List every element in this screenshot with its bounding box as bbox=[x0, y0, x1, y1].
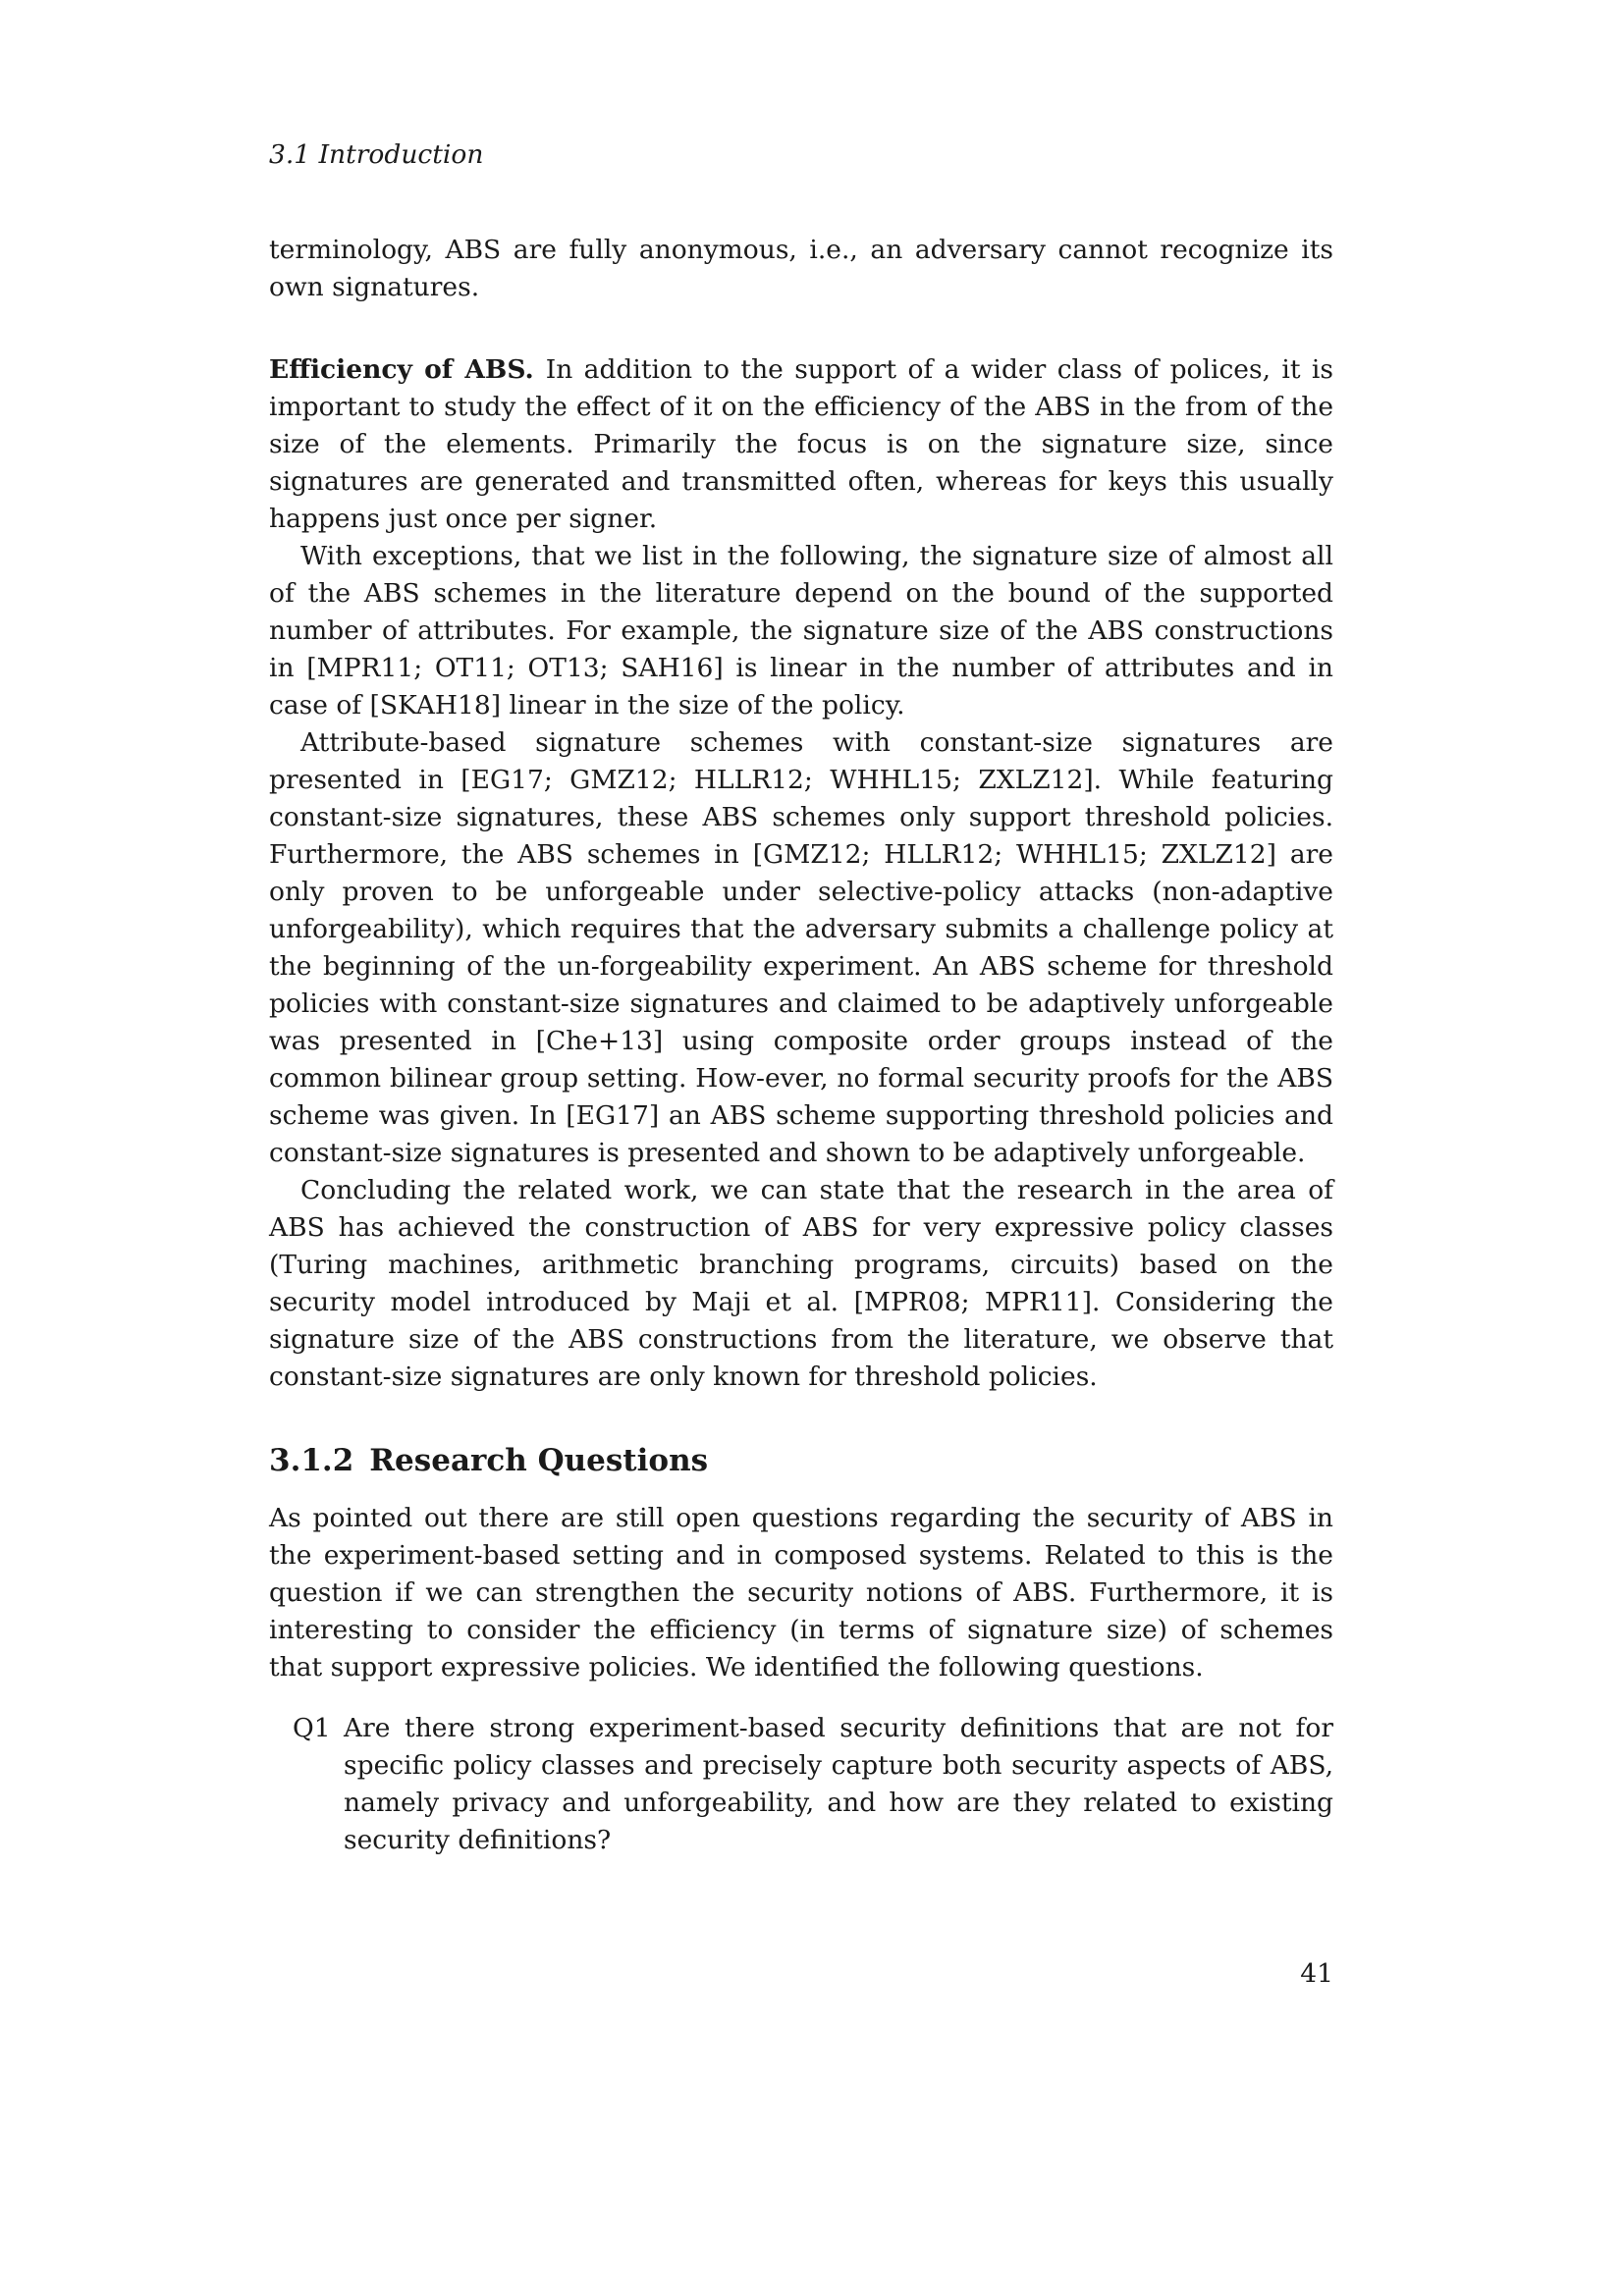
paragraph-heading-efficiency: Efficiency of ABS. bbox=[269, 354, 534, 385]
question-item bbox=[269, 1710, 1333, 1859]
paragraph-efficiency bbox=[269, 351, 1333, 538]
paragraph-constant-size: Attribute-based signature schemes with constant-size signatures are presented in [EG17; GMZ12; HLLR12; WHHL15; ZXLZ12]. While featuring constant-size signatures, these ABS schemes only support threshold policies. Furthermore, the ABS schemes in [GMZ12; HLLR12; WHHL15; ZXLZ12] are only proven to be unforgeable under selective-policy attacks (non-adaptive unforgeability), which requires that the adversary submits a challenge policy at the beginning of the un-forgeability experiment. An ABS scheme for threshold policies with constant-size signatures and claimed to be adaptively unforgeable was presented in [Che+13] using composite order groups instead of the common bilinear group setting. How-ever, no formal security proofs for the ABS scheme was given. In [EG17] an ABS scheme supporting threshold policies and constant-size signatures is presented and shown to be adaptively unforgeable. bbox=[269, 727, 1333, 1168]
question-label: Q1 bbox=[293, 1713, 331, 1743]
question-text: Are there strong experiment-based security definitions that are not for specific policy classes and precisely capture both security aspects of ABS, namely privacy and unforgeability, and how are they related to existing security definitions? bbox=[344, 1713, 1333, 1855]
paragraph-signature-size: With exceptions, that we list in the following, the signature size of almost all of the ABS schemes in the literature depend on the bound of the supported number of attributes. For example, the signature size of the ABS constructions in [MPR11; OT11; OT13; SAH16] is linear in the number of attributes and in case of [SKAH18] linear in the size of the policy. bbox=[269, 541, 1333, 721]
body-text bbox=[269, 232, 1333, 1859]
page-number: 41 bbox=[1300, 1958, 1333, 1989]
paragraph-conclusion: Concluding the related work, we can state that the research in the area of ABS has achieved the construction of ABS for very expressive policy classes (Turing machines, arithmetic branching programs, circuits) based on the security model introduced by Maji et al. [MPR08; MPR11]. Considering the signature size of the ABS constructions from the literature, we observe that constant-size signatures are only known for threshold policies. bbox=[269, 1175, 1333, 1392]
section-heading bbox=[269, 1441, 1333, 1480]
running-header: 3.1 Introduction bbox=[269, 139, 484, 170]
paragraph-text: In addition to the support of a wider class of polices, it is important to study the effect of it on the efficiency of the ABS in the from of the size of the elements. Primarily the focus is on the signature size, since signatures are generated and transmitted often, whereas for keys this usually happens just once per signer. bbox=[269, 354, 1333, 534]
paragraph-continuation: terminology, ABS are fully anonymous, i.e., an adversary cannot recognize its own signatures. bbox=[269, 235, 1333, 302]
page bbox=[269, 0, 1333, 2296]
section-number: 3.1.2 bbox=[269, 1443, 354, 1478]
section-title: Research Questions bbox=[369, 1443, 709, 1478]
paragraph-research-questions: As pointed out there are still open questions regarding the security of ABS in the experiment-based setting and in composed systems. Related to this is the question if we can strengthen the security notions of ABS. Furthermore, it is interesting to consider the efficiency (in terms of signature size) of schemes that support expressive policies. We identified the following questions. bbox=[269, 1503, 1333, 1682]
